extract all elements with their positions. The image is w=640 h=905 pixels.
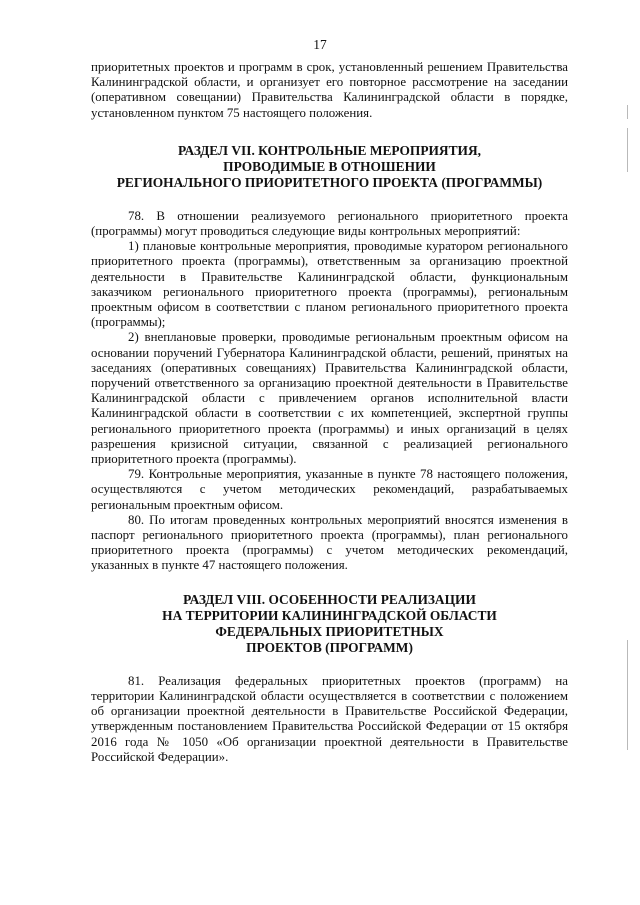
section-8-heading-line: РАЗДЕЛ VIII. ОСОБЕННОСТИ РЕАЛИЗАЦИИ [183, 591, 476, 607]
margin-scan-mark [627, 640, 628, 750]
section-7-heading [91, 143, 568, 191]
margin-scan-mark [627, 128, 628, 172]
paragraph-78: 78. В отношении реализуемого регионального приоритетного проекта (программы) могут проводиться следующие виды контрольных мероприятий: [91, 208, 568, 239]
section-7-heading-line: РАЗДЕЛ VII. КОНТРОЛЬНЫЕ МЕРОПРИЯТИЯ, [178, 142, 481, 158]
section-7-heading-line: РЕГИОНАЛЬНОГО ПРИОРИТЕТНОГО ПРОЕКТА (ПРОГРАММЫ) [116, 174, 543, 190]
intro-paragraph: приоритетных проектов и программ в срок, установленный решением Правительства Калининградской области, и организует его повторное рассмотрение на заседании (оперативном совещании) Правительства Калининградской области в порядке, установленном пунктом 75 настоящего положения. [91, 60, 568, 120]
section-8-heading-line: НА ТЕРРИТОРИИ КАЛИНИНГРАДСКОЙ ОБЛАСТИ [162, 607, 497, 623]
page-number: 17 [313, 37, 327, 52]
section-8-heading [91, 592, 568, 656]
paragraph-79: 79. Контрольные мероприятия, указанные в пункте 78 настоящего положения, осуществляются с учетом методических рекомендаций, разрабатываемых региональным проектным офисом. [91, 467, 568, 512]
paragraph-78-item-1: 1) плановые контрольные мероприятия, проводимые куратором регионального приоритетного проекта (программы), ответственным за организацию проектной деятельности в Правительстве Калининградской области, функциональным заказчиком регионального приоритетного проекта (программы), региональным проектным офисом в соответствии с планом регионального приоритетного проекта (программы); [91, 239, 568, 330]
section-8-heading-line: ФЕДЕРАЛЬНЫХ ПРИОРИТЕТНЫХ [215, 623, 444, 639]
section-8-heading-line: ПРОЕКТОВ (ПРОГРАММ) [246, 639, 413, 655]
margin-scan-mark [627, 105, 628, 119]
document-body [91, 60, 568, 765]
section-7-heading-line: ПРОВОДИМЫЕ В ОТНОШЕНИИ [223, 158, 436, 174]
paragraph-81: 81. Реализация федеральных приоритетных проектов (программ) на территории Калининградской области осуществляется в соответствии с положением об организации проектной деятельности в Правительстве Российской Федерации, утвержденным постановлением Правительства Российской Федерации от 15 октября 2016 года № 1050 «Об организации проектной деятельности в Правительстве Российской Федерации». [91, 673, 568, 764]
paragraph-78-item-2: 2) внеплановые проверки, проводимые региональным проектным офисом на основании поручений Губернатора Калининградской области, решений, принятых на заседаниях (оперативных совещаниях) Правительства Калининградской области, поручений ответственного за организацию проектной деятельности в Правительстве Калининградской области с привлечением органов исполнительной власти Калининградской области в соответствии с их компетенцией, экспертной группы регионального приоритетного проекта (программы) и иных организаций в целях разрешения кризисной ситуации, связанной с реализацией регионального приоритетного проекта (программы). [91, 330, 568, 467]
paragraph-80: 80. По итогам проведенных контрольных мероприятий вносятся изменения в паспорт регионального приоритетного проекта (программы), план регионального приоритетного проекта (программы) с учетом методических рекомендаций, указанных в пункте 47 настоящего положения. [91, 512, 568, 573]
